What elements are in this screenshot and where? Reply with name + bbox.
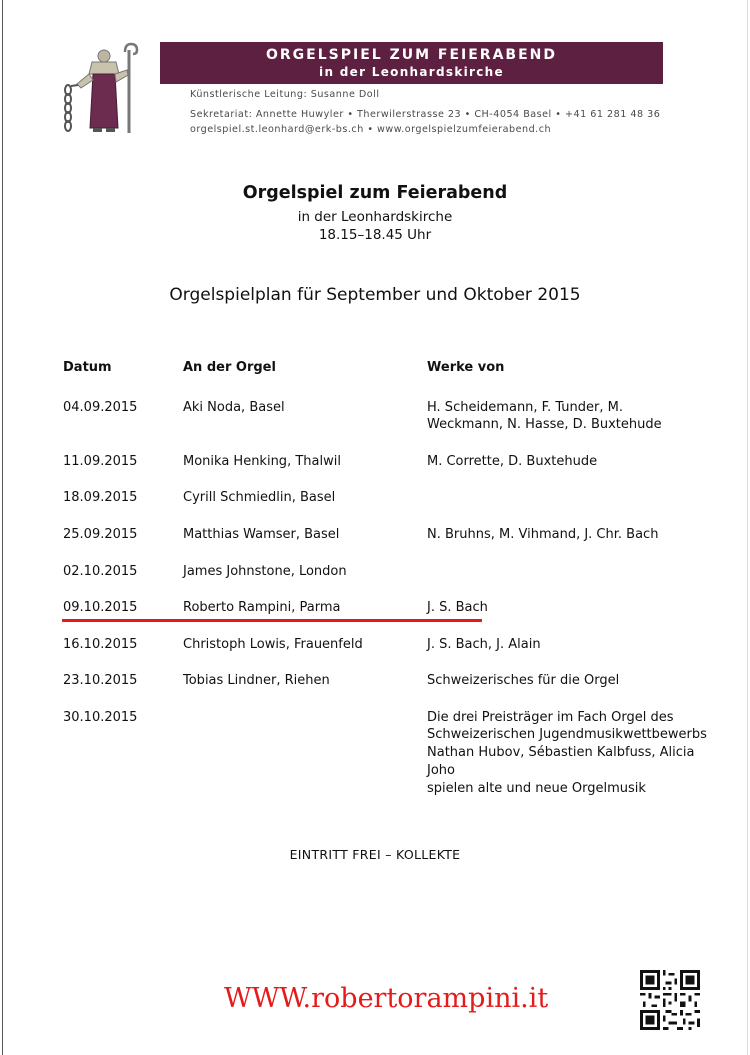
row-works: Schweizerisches für die Orgel — [427, 673, 620, 688]
row-works: J. S. Bach, J. Alain — [427, 637, 541, 652]
row-date: 16.10.2015 — [63, 637, 138, 652]
contact-line: orgelspiel.st.leonhard@erk-bs.ch • www.orgelspielzumfeierabend.ch — [190, 124, 552, 135]
header-organist: An der Orgel — [183, 360, 276, 375]
row-works: Joho — [427, 763, 455, 778]
header-works: Werke von — [427, 360, 505, 375]
row-works: N. Bruhns, M. Vihmand, J. Chr. Bach — [427, 527, 659, 542]
time-line: 18.15–18.45 Uhr — [318, 227, 432, 243]
row-works-highlighted: J. S. Bach — [427, 600, 488, 615]
row-date: 11.09.2015 — [63, 454, 138, 469]
location-line: in der Leonhardskirche — [297, 209, 453, 225]
row-organist: Aki Noda, Basel — [183, 400, 285, 415]
row-works: Schweizerischen Jugendmusikwettbewerbs — [427, 727, 707, 742]
header-date: Datum — [63, 360, 112, 375]
row-date-highlighted: 09.10.2015 — [63, 600, 138, 615]
admission-note: EINTRITT FREI – KOLLEKTE — [289, 847, 461, 862]
row-organist: Christoph Lowis, Frauenfeld — [183, 637, 363, 652]
row-organist-highlighted: Roberto Rampini, Parma — [183, 600, 341, 615]
plan-title: Orgelspielplan für September und Oktober 2015 — [169, 285, 581, 305]
secretariat-line: Sekretariat: Annette Huwyler • Therwilerstrasse 23 • CH-4054 Basel • +41 61 281 48 36 — [190, 109, 661, 120]
row-works: spielen alte und neue Orgelmusik — [427, 781, 646, 796]
row-date: 02.10.2015 — [63, 564, 138, 579]
artistic-director: Künstlerische Leitung: Susanne Doll — [190, 89, 380, 100]
row-works: M. Corrette, D. Buxtehude — [427, 454, 598, 469]
row-date: 18.09.2015 — [63, 490, 138, 505]
row-organist: Matthias Wamser, Basel — [183, 527, 340, 542]
row-date: 23.10.2015 — [63, 673, 138, 688]
row-organist: Tobias Lindner, Riehen — [183, 673, 330, 688]
row-works: Nathan Hubov, Sébastien Kalbfuss, Alicia — [427, 745, 695, 760]
banner-title: ORGELSPIEL ZUM FEIERABEND — [266, 47, 557, 63]
row-organist: James Johnstone, London — [183, 564, 347, 579]
row-date: 25.09.2015 — [63, 527, 138, 542]
highlight-underline — [62, 619, 482, 622]
row-works: H. Scheidemann, F. Tunder, M. — [427, 400, 623, 415]
banner-subtitle: in der Leonhardskirche — [319, 65, 504, 79]
row-organist: Monika Henking, Thalwil — [183, 454, 341, 469]
row-works: Die drei Preisträger im Fach Orgel des — [427, 710, 674, 725]
row-organist: Cyrill Schmiedlin, Basel — [183, 490, 336, 505]
website-link[interactable]: WWW.robertorampini.it — [224, 983, 549, 1014]
page-title: Orgelspiel zum Feierabend — [242, 183, 508, 203]
row-date: 04.09.2015 — [63, 400, 138, 415]
qr-code-icon — [640, 970, 700, 1030]
row-works: Weckmann, N. Hasse, D. Buxtehude — [427, 417, 662, 432]
row-date: 30.10.2015 — [63, 710, 138, 725]
